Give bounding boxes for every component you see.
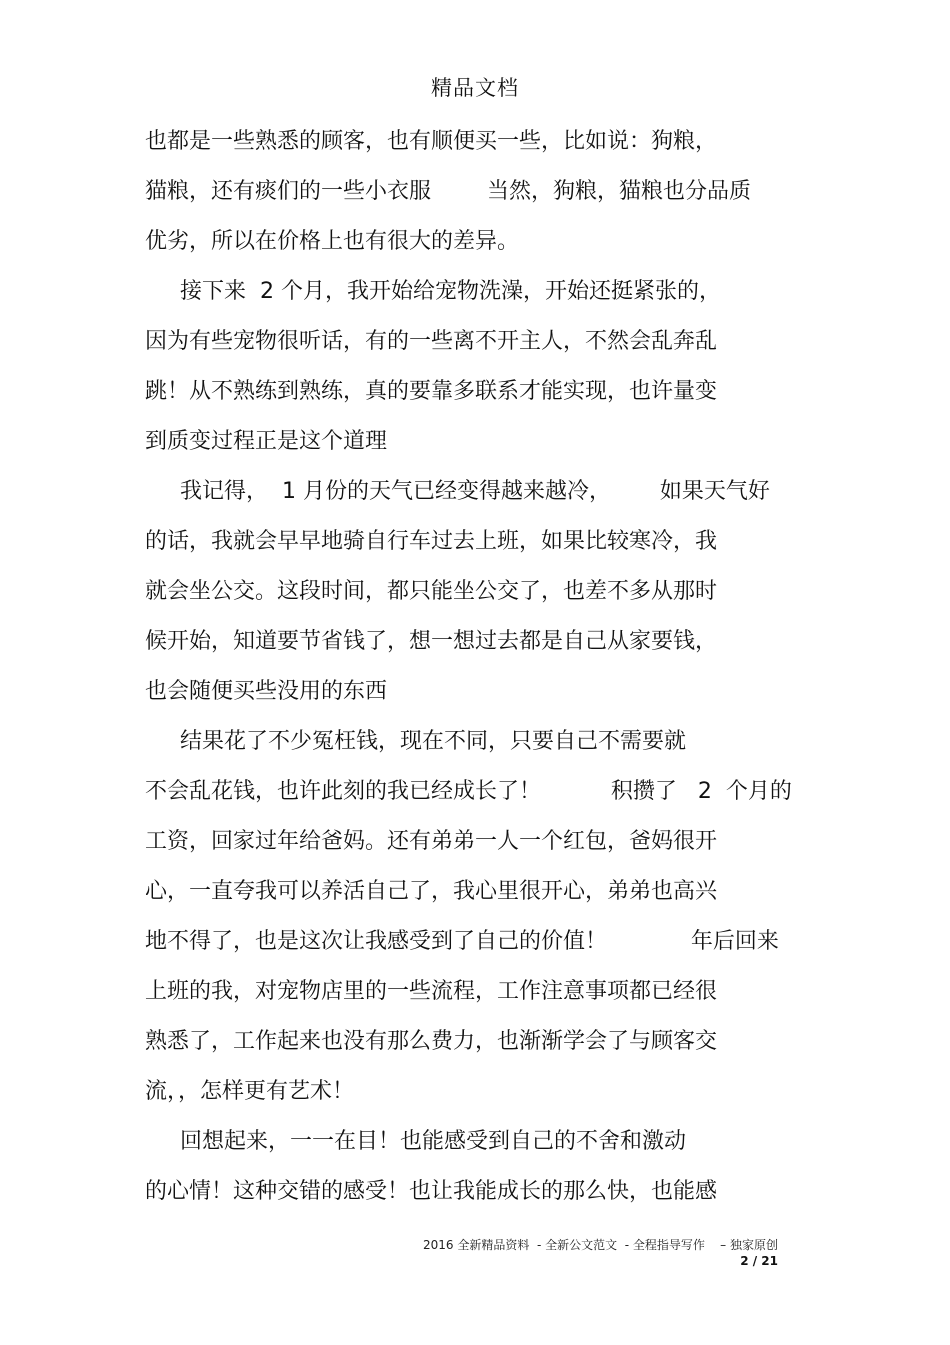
page-header-title: 精品文档 [431, 76, 519, 100]
page-number: 2 / 21 [740, 1254, 778, 1268]
text-line: 不会乱花钱，也许此刻的我已经成长了！ 积攒了 2 个月的 [145, 779, 792, 804]
document-body [145, 125, 825, 1225]
text-line: 也会随便买些没用的东西 [145, 679, 388, 704]
text-line: 也都是一些熟悉的顾客，也有顺便买一些，比如说：狗粮， [145, 129, 718, 154]
text-line: 上班的我，对宠物店里的一些流程，工作注意事项都已经很 [145, 979, 718, 1004]
text-line: 优劣，所以在价格上也有很大的差异。 [145, 229, 520, 254]
text-line: 接下来 2 个月，我开始给宠物洗澡，开始还挺紧张的， [145, 279, 721, 304]
text-line: 结果花了不少冤枉钱，现在不同，只要自己不需要就 [145, 729, 686, 754]
text-line: 熟悉了，工作起来也没有那么费力，也渐渐学会了与顾客交 [145, 1029, 718, 1054]
text-line: 工资，回家过年给爸妈。还有弟弟一人一个红包，爸妈很开 [145, 829, 718, 854]
text-line: 猫粮，还有痰们的一些小衣服 当然，狗粮，猫粮也分品质 [145, 179, 751, 204]
text-line: 心，一直夸我可以养活自己了，我心里很开心，弟弟也高兴 [145, 879, 718, 904]
footer-text: 2016 全新精品资料 - 全新公文范文 - 全程指导写作 – 独家原创 [423, 1238, 778, 1252]
text-line: 候开始，知道要节省钱了，想一想过去都是自己从家要钱， [145, 629, 718, 654]
text-line: 跳！从不熟练到熟练，真的要靠多联系才能实现，也许量变 [145, 379, 718, 404]
text-line: 回想起来，一一在目！也能感受到自己的不舍和激动 [145, 1129, 686, 1154]
text-line: 的话，我就会早早地骑自行车过去上班，如果比较寒冷，我 [145, 529, 718, 554]
text-line: 的心情！这种交错的感受！也让我能成长的那么快，也能感 [145, 1179, 718, 1204]
text-line: 就会坐公交。这段时间，都只能坐公交了，也差不多从那时 [145, 579, 718, 604]
text-line: 流，，怎样更有艺术！ [145, 1079, 355, 1104]
text-line: 地不得了，也是这次让我感受到了自己的价值！ 年后回来 [145, 929, 779, 954]
text-line: 我记得， 1 月份的天气已经变得越来越冷， 如果天气好 [145, 479, 770, 504]
text-line: 因为有些宠物很听话，有的一些离不开主人，不然会乱奔乱 [145, 329, 718, 354]
text-line: 到质变过程正是这个道理 [145, 429, 388, 454]
